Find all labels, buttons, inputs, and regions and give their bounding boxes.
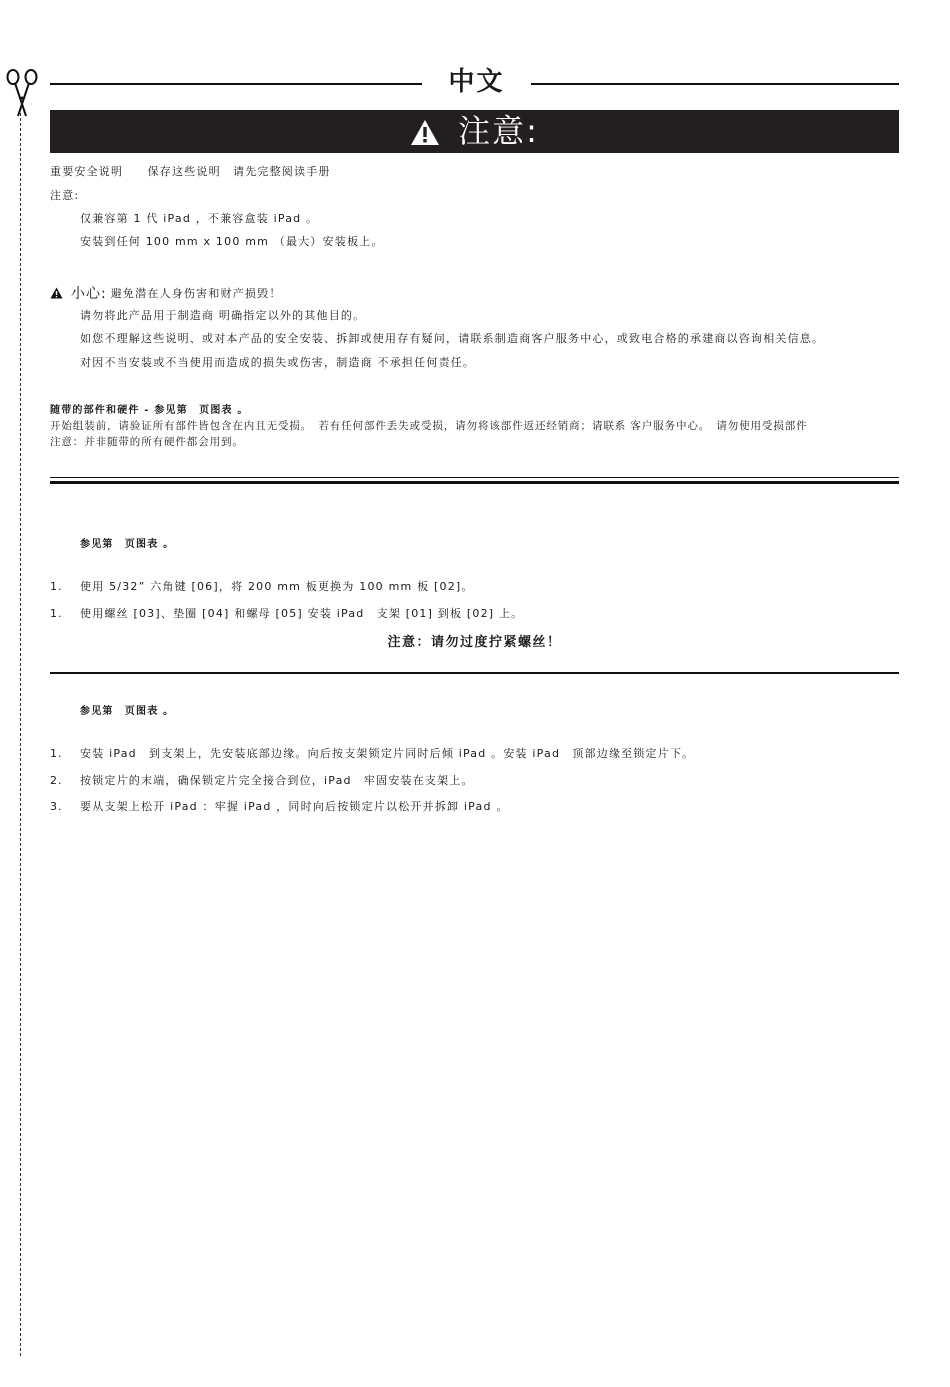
step-number: 1. <box>50 607 63 620</box>
step-number: 2. <box>50 774 63 787</box>
note-item: 安装到任何 100 mm x 100 mm （最大）安装板上。 <box>80 235 384 248</box>
figure-reference: 参见第 页图表 。 <box>80 706 175 717</box>
parts-note: 注意：并非随带的所有硬件都会用到。 <box>50 436 244 448</box>
language-title: 中文 <box>448 67 505 97</box>
step-text: 按锁定片的末端，确保锁定片完全接合到位，iPad 牢固安装在支架上。 <box>80 774 474 787</box>
caution-heading: 小心: <box>71 286 107 302</box>
figure-reference: 参见第 页图表 。 <box>80 539 175 550</box>
warning-triangle-icon <box>50 287 63 299</box>
step-text: 安装 iPad 到支架上，先安装底部边缘。向后按支架锁定片同时后倾 iPad 。安装 iPad 顶部边缘至锁定片下。 <box>80 747 695 760</box>
caution-item: 请勿将此产品用于制造商 明确指定以外的其他目的。 <box>80 309 366 322</box>
step-text: 要从支架上松开 iPad ：牢握 iPad ，同时向后按锁定片以松开并拆卸 iPad 。 <box>80 800 509 813</box>
parts-heading: 随带的部件和硬件 - 参见第 页图表 。 <box>50 405 249 416</box>
step-number: 1. <box>50 747 63 760</box>
overtighten-warning: 注意：请勿过度拧紧螺丝！ <box>387 635 562 650</box>
header-rule-left <box>50 83 422 85</box>
section-rule-thin <box>50 477 899 478</box>
language-header <box>50 62 899 102</box>
warning-triangle-icon <box>410 119 440 146</box>
step-number: 3. <box>50 800 63 813</box>
section-rule-thick <box>50 481 899 484</box>
step-text: 使用 5/32” 六角键 [06]，将 200 mm 板更换为 100 mm 板 [02]。 <box>80 580 474 593</box>
parts-line: 开始组装前，请验证所有部件皆包含在内且无受损。 若有任何部件丢失或受损，请勿将该部件返还经销商；请联系 客户服务中心。 请勿使用受损部件 <box>50 420 808 432</box>
caution-item: 如您不理解这些说明、或对本产品的安全安装、拆卸或使用存有疑问，请联系制造商客户服务中心，或致电合格的承建商以咨询相关信息。 <box>80 332 825 345</box>
note-label: 注意: <box>50 189 80 202</box>
safety-line: 重要安全说明 保存这些说明 请先完整阅读手册 <box>50 165 331 178</box>
cut-guide-line <box>20 108 21 1356</box>
section-rule <box>50 672 899 674</box>
step-number: 1. <box>50 580 63 593</box>
caution-heading-row <box>50 283 282 303</box>
header-rule-right <box>531 83 899 85</box>
step-text: 使用螺丝 [03]、垫圈 [04] 和螺母 [05] 安装 iPad 支架 [01] 到板 [02] 上。 <box>80 607 524 620</box>
notice-banner <box>50 110 899 153</box>
banner-title: 注意: <box>458 112 539 150</box>
note-item: 仅兼容第 1 代 iPad ，不兼容盒装 iPad 。 <box>80 212 319 225</box>
caution-item: 对因不当安装或不当使用而造成的损失或伤害，制造商 不承担任何责任。 <box>80 356 476 369</box>
caution-desc: 避免潜在人身伤害和财产损毁！ <box>110 287 282 300</box>
scissors-icon <box>4 68 38 118</box>
